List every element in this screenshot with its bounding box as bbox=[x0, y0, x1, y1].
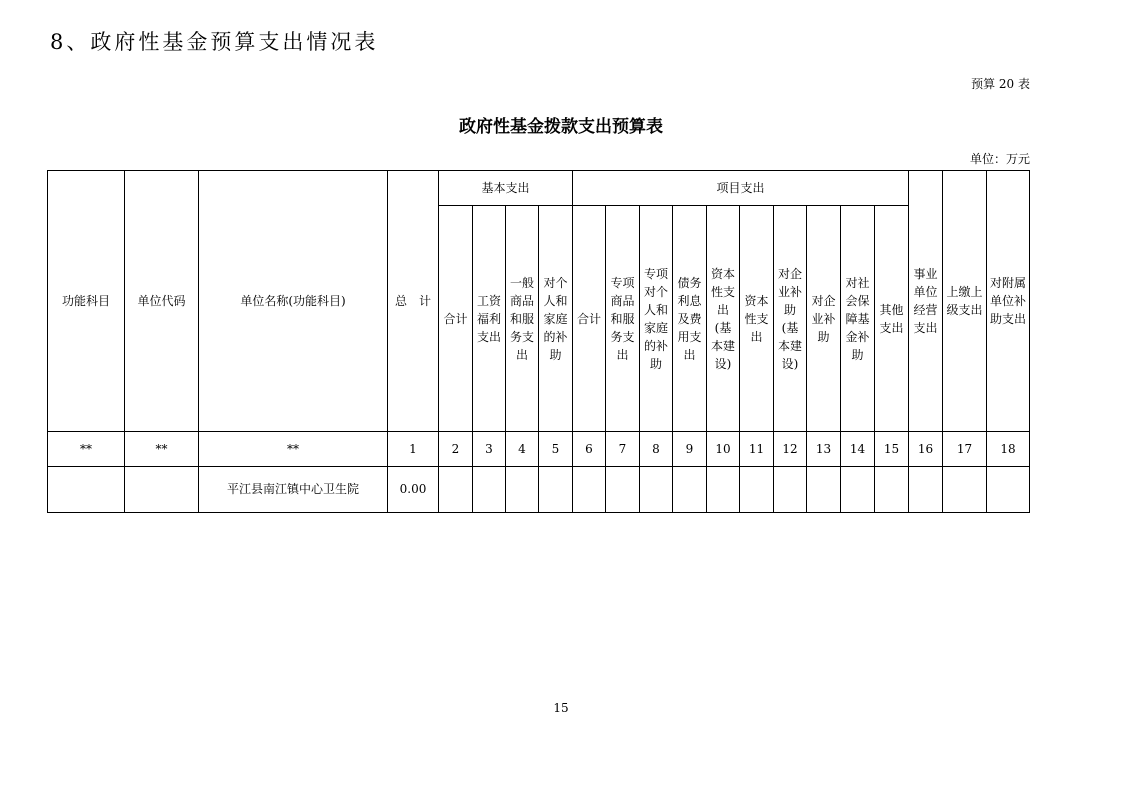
index-cell: 17 bbox=[943, 432, 987, 467]
header-project-col bbox=[841, 206, 875, 432]
cell-empty bbox=[606, 467, 640, 513]
header-label: 其他支出 bbox=[879, 302, 904, 335]
index-cell: 18 bbox=[987, 432, 1030, 467]
header-label: 对个人和家庭的补助 bbox=[543, 275, 568, 362]
header-total: 总 计 bbox=[388, 171, 439, 432]
header-label: 专项对个人和家庭的补助 bbox=[643, 266, 668, 371]
index-cell: ** bbox=[199, 432, 388, 467]
header-basic-col bbox=[506, 206, 539, 432]
cell-empty bbox=[473, 467, 506, 513]
header-label: 工资福利支出 bbox=[476, 293, 501, 344]
header-project-col bbox=[875, 206, 909, 432]
header-label: 专项商品和服务支出 bbox=[610, 275, 635, 362]
cell-empty bbox=[707, 467, 740, 513]
header-tail-col bbox=[909, 171, 943, 432]
index-cell: 7 bbox=[606, 432, 640, 467]
cell-unit-name: 平江县南江镇中心卫生院 bbox=[199, 467, 388, 513]
header-tail-col bbox=[987, 171, 1030, 432]
index-cell: 1 bbox=[388, 432, 439, 467]
header-label: 债务利息及费用支出 bbox=[677, 275, 702, 362]
cell-empty bbox=[573, 467, 606, 513]
cell-empty bbox=[841, 467, 875, 513]
header-label: 合计 bbox=[443, 311, 468, 326]
cell-func-subject bbox=[48, 467, 125, 513]
cell-empty bbox=[909, 467, 943, 513]
header-project-col bbox=[740, 206, 774, 432]
index-cell: 10 bbox=[707, 432, 740, 467]
header-label: 一般商品和服务支出 bbox=[509, 275, 534, 362]
budget-table bbox=[47, 170, 1030, 513]
cell-empty bbox=[987, 467, 1030, 513]
header-project-col bbox=[774, 206, 807, 432]
header-tail-col bbox=[943, 171, 987, 432]
index-cell: 14 bbox=[841, 432, 875, 467]
header-func-subject: 功能科目 bbox=[48, 171, 125, 432]
header-row-1 bbox=[48, 171, 1030, 206]
table-row bbox=[48, 467, 1030, 513]
index-cell: 13 bbox=[807, 432, 841, 467]
cell-empty bbox=[875, 467, 909, 513]
index-cell: 8 bbox=[640, 432, 673, 467]
header-label: 事业单位经营支出 bbox=[913, 267, 938, 335]
index-cell: 15 bbox=[875, 432, 909, 467]
header-project-col bbox=[640, 206, 673, 432]
cell-empty bbox=[740, 467, 774, 513]
index-cell: 6 bbox=[573, 432, 606, 467]
cell-empty bbox=[439, 467, 473, 513]
header-project-col bbox=[673, 206, 707, 432]
header-label: 对社会保障基金补助 bbox=[845, 275, 870, 362]
form-number: 预算 20 表 bbox=[971, 77, 1030, 91]
header-basic-col bbox=[439, 206, 473, 432]
header-label: 对附属单位补助支出 bbox=[990, 276, 1027, 326]
index-cell: 2 bbox=[439, 432, 473, 467]
header-project-col bbox=[807, 206, 841, 432]
header-basic-col bbox=[539, 206, 573, 432]
cell-empty bbox=[774, 467, 807, 513]
index-cell: 9 bbox=[673, 432, 707, 467]
header-project-col bbox=[573, 206, 606, 432]
index-row bbox=[48, 432, 1030, 467]
cell-empty bbox=[807, 467, 841, 513]
header-basic-group: 基本支出 bbox=[439, 171, 573, 206]
header-unit-name: 单位名称(功能科目) bbox=[199, 171, 388, 432]
cell-empty bbox=[673, 467, 707, 513]
index-cell: 16 bbox=[909, 432, 943, 467]
index-cell: 12 bbox=[774, 432, 807, 467]
cell-total: 0.00 bbox=[388, 467, 439, 513]
index-cell: 4 bbox=[506, 432, 539, 467]
cell-unit-code bbox=[125, 467, 199, 513]
index-cell: ** bbox=[125, 432, 199, 467]
cell-empty bbox=[943, 467, 987, 513]
table-title: 政府性基金拨款支出预算表 bbox=[459, 117, 663, 137]
header-label: 资本性支出(基本建设) bbox=[710, 266, 735, 371]
cell-empty bbox=[640, 467, 673, 513]
header-project-col bbox=[707, 206, 740, 432]
cell-empty bbox=[539, 467, 573, 513]
index-cell: 11 bbox=[740, 432, 774, 467]
header-project-col bbox=[606, 206, 640, 432]
section-title: 8、政府性基金预算支出情况表 bbox=[50, 30, 379, 54]
header-basic-col bbox=[473, 206, 506, 432]
header-label: 上缴上级支出 bbox=[946, 285, 983, 317]
index-cell: 5 bbox=[539, 432, 573, 467]
page-number: 15 bbox=[553, 701, 569, 715]
header-label: 对企业补助(基本建设) bbox=[777, 266, 802, 371]
index-cell: ** bbox=[48, 432, 125, 467]
header-project-group: 项目支出 bbox=[573, 171, 909, 206]
header-label: 合计 bbox=[576, 311, 601, 326]
header-label: 资本性支出 bbox=[744, 293, 769, 344]
cell-empty bbox=[506, 467, 539, 513]
header-unit-code: 单位代码 bbox=[125, 171, 199, 432]
index-cell: 3 bbox=[473, 432, 506, 467]
header-label: 对企业补助 bbox=[811, 293, 836, 344]
unit-label: 单位：万元 bbox=[969, 152, 1030, 166]
